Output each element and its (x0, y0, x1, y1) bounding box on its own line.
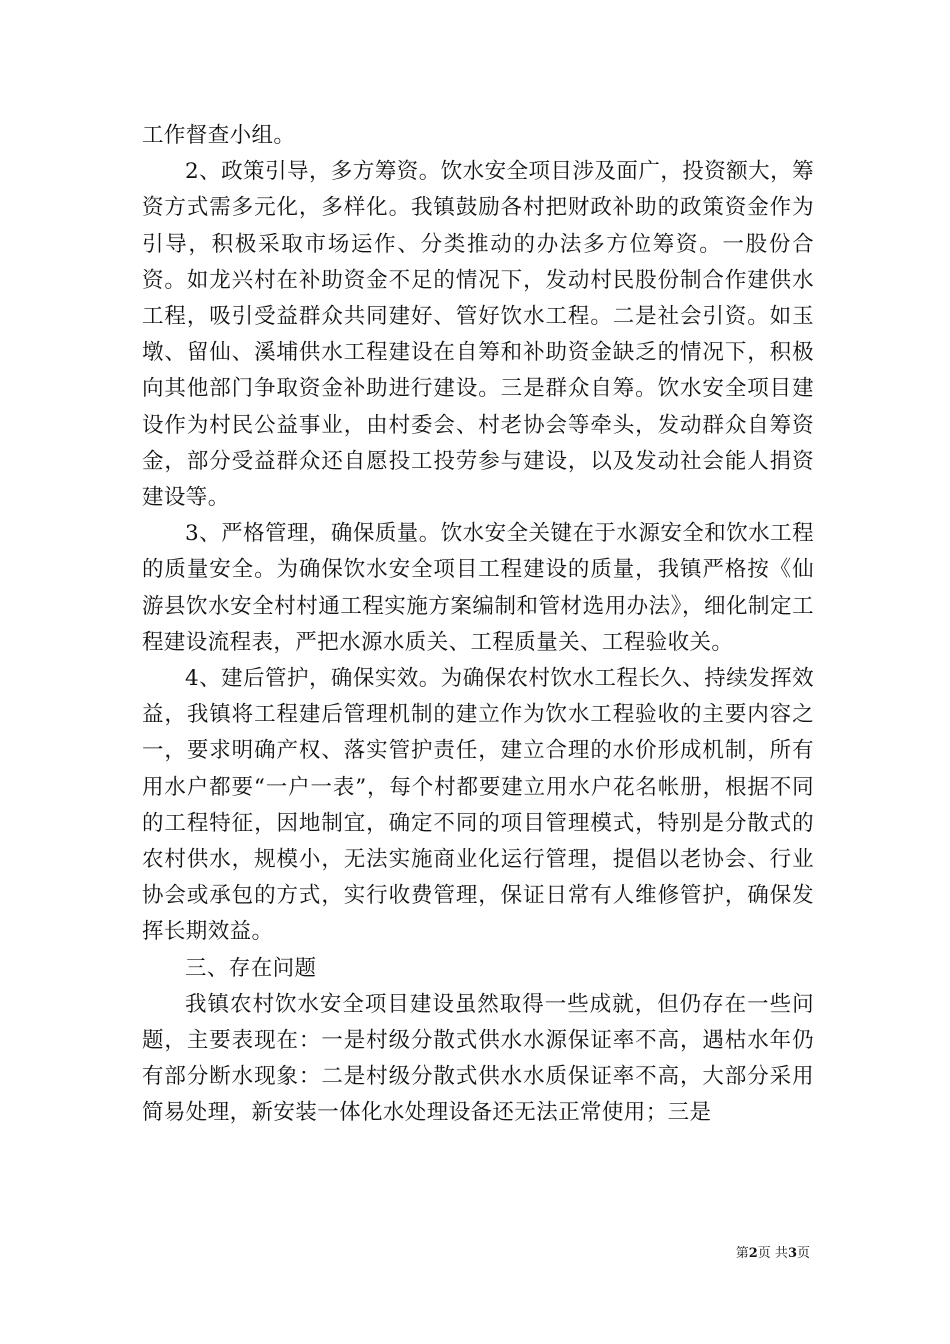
paragraph-fundraising: 2、政策引导，多方筹资。饮水安全项目涉及面广，投资额大，筹资方式需多元化，多样化。我镇鼓励各村把财政补助的政策资金作为引导，积极采取市场运作、分类推动的办法多方位筹资。一股份合资。如龙兴村在补助资金不足的情况下，发动村民股份制合作建供水工程，吸引受益群众共同建好、管好饮水工程。二是社会引资。如玉墩、留仙、溪埔供水工程建设在自筹和补助资金缺乏的情况下，积极向其他部门争取资金补助进行建设。三是群众自筹。饮水安全项目建设作为村民公益事业，由村委会、村老协会等牵头，发动群众自筹资金，部分受益群众还自愿投工投劳参与建设，以及发动社会能人捐资建设等。 (142, 159, 814, 511)
current-page-number: 2 (748, 1246, 758, 1261)
footer-prefix: 第 (735, 1246, 749, 1261)
page-number-footer (700, 1246, 810, 1262)
footer-middle: 页 共 (757, 1246, 788, 1261)
paragraph-problems: 我镇农村饮水安全项目建设虽然取得一些成就，但仍存在一些问题，主要表现在：一是村级分散式供水水源保证率不高，遇枯水年仍有部分断水现象：二是村级分散式供水水质保证率不高，大部分采用简易处理，新安装一体化水处理设备还无法正常使用；三是 (142, 991, 814, 1126)
section-heading-problems: 三、存在问题 (185, 955, 317, 981)
paragraph-continuation: 工作督查小组。 (142, 123, 296, 148)
document-body (142, 118, 814, 1132)
paragraph-maintenance: 4、建后管护，确保实效。为确保农村饮水工程长久、持续发挥效益，我镇将工程建后管理机制的建立作为饮水工程验收的主要内容之一，要求明确产权、落实管护责任，建立合理的水价形成机制，所有用水户都要“一户一表”，每个村都要建立用水户花名帐册，根据不同的工程特征，因地制宜，确定不同的项目管理模式，特别是分散式的农村供水，规模小，无法实施商业化运行管理，提倡以老协会、行业协会或承包的方式，实行收费管理，保证日常有人维修管护，确保发挥长期效益。 (142, 666, 814, 945)
footer-suffix: 页 (796, 1246, 810, 1261)
paragraph-quality-management: 3、严格管理，确保质量。饮水安全关键在于水源安全和饮水工程的质量安全。为确保饮水安全项目工程建设的质量，我镇严格按《仙游县饮水安全村村通工程实施方案编制和管材选用办法》，细化制定工程建设流程表，严把水源水质关、工程质量关、工程验收关。 (142, 521, 814, 655)
total-page-number: 3 (787, 1246, 797, 1261)
